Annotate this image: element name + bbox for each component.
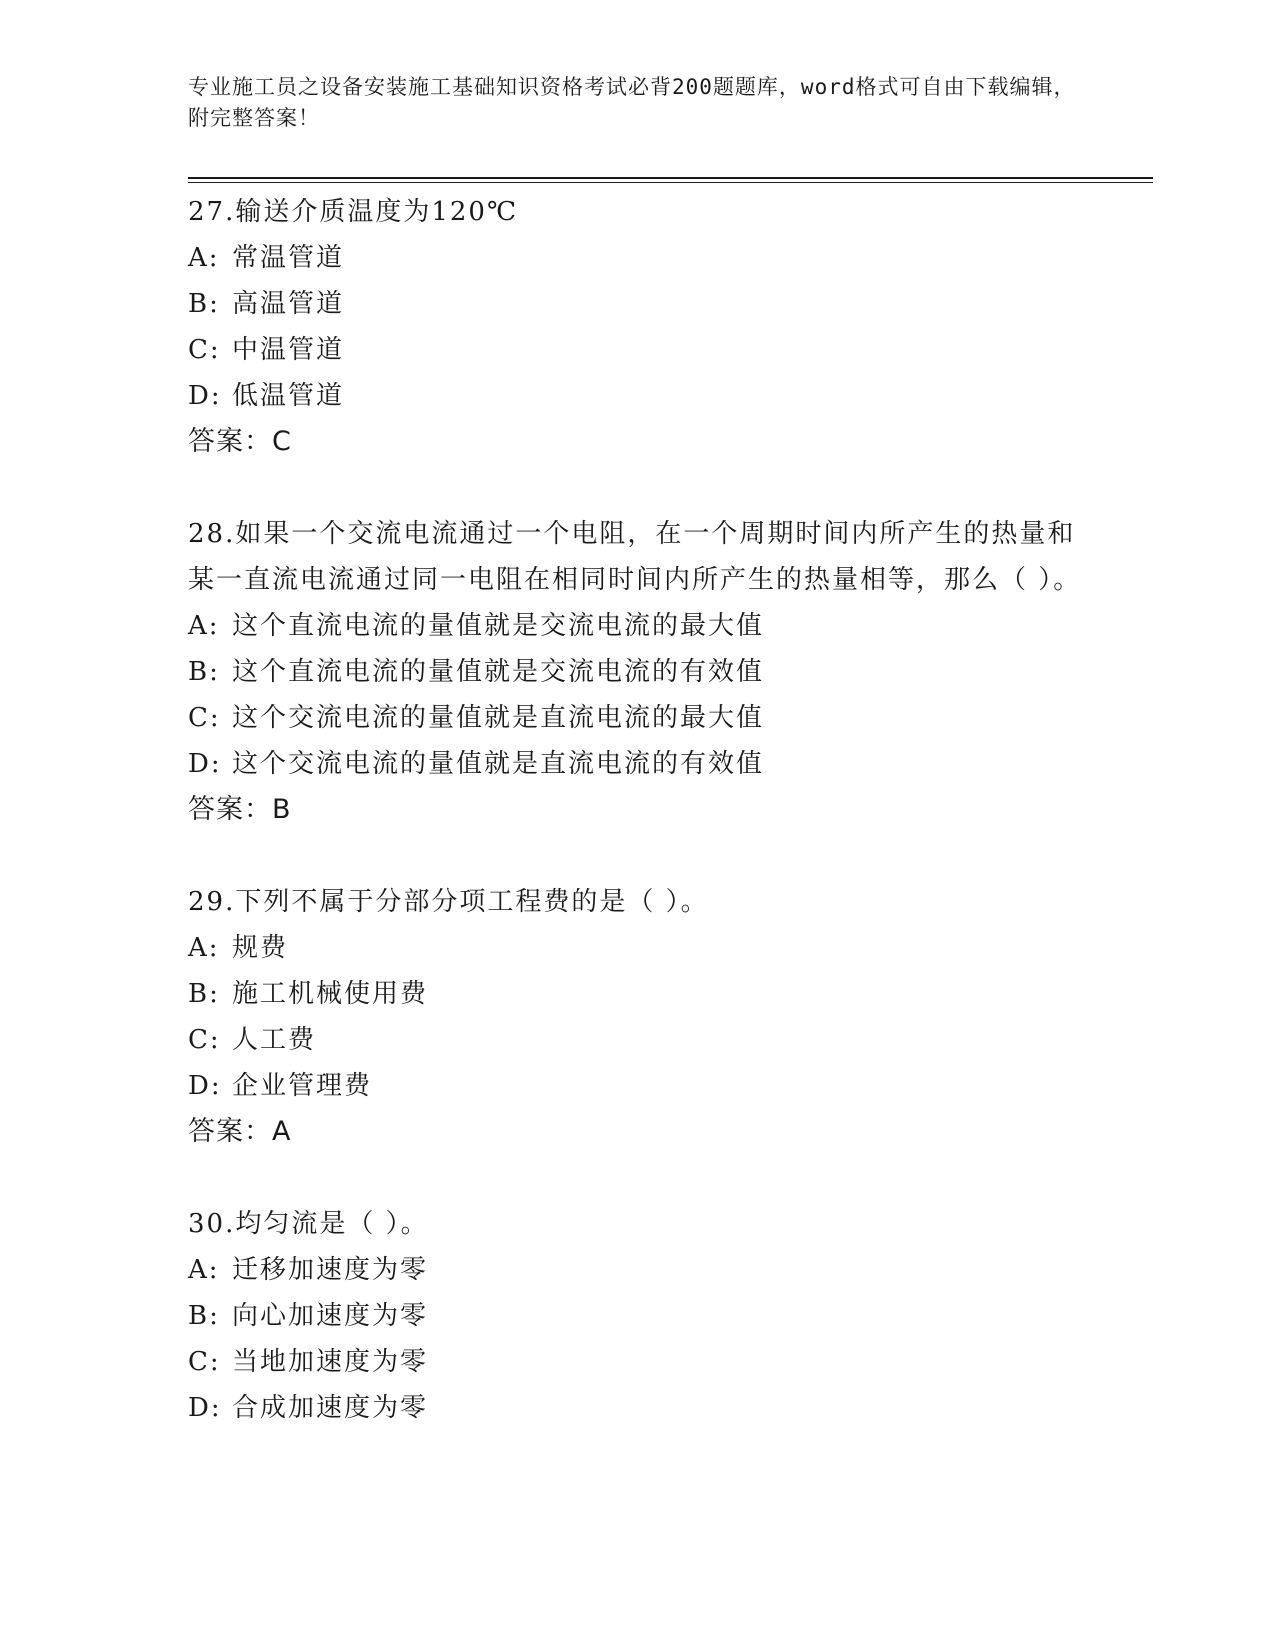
option-c	[188, 695, 1088, 741]
option-text: 施工机械使用费	[232, 979, 429, 1009]
answer-line: 答案：C	[188, 426, 292, 457]
header-rule-thick	[188, 177, 1153, 179]
option-c	[188, 1017, 1088, 1063]
option-text: 这个交流电流的量值就是直流电流的最大值	[232, 703, 765, 733]
option-letter: B:	[188, 289, 220, 319]
option-d	[188, 741, 1088, 787]
question-28	[188, 511, 1088, 833]
option-letter: A:	[188, 611, 220, 641]
question-list	[188, 189, 1088, 1477]
option-letter: A:	[188, 933, 220, 963]
option-text: 企业管理费	[232, 1071, 373, 1101]
option-a	[188, 603, 1088, 649]
option-text: 高温管道	[232, 289, 345, 319]
question-stem: 29.下列不属于分部分项工程费的是（ ）。	[188, 887, 709, 917]
question-stem: 28.如果一个交流电流通过一个电阻，在一个周期时间内所产生的热量和某一直流电流通过同一电阻在相同时间内所产生的热量相等，那么（ ）。	[188, 519, 1082, 595]
question-29	[188, 879, 1088, 1155]
option-letter: C:	[188, 335, 221, 365]
option-text: 中温管道	[232, 335, 345, 365]
option-letter: D:	[188, 381, 222, 411]
option-c	[188, 327, 1088, 373]
option-b	[188, 281, 1088, 327]
answer-line: 答案：B	[188, 794, 292, 825]
option-a	[188, 1247, 1088, 1293]
option-a	[188, 925, 1088, 971]
option-letter: D:	[188, 1071, 222, 1101]
option-d	[188, 1063, 1088, 1109]
option-letter: C:	[188, 1025, 221, 1055]
option-letter: C:	[188, 703, 221, 733]
option-text: 当地加速度为零	[232, 1347, 429, 1377]
question-27	[188, 189, 1088, 465]
header-title: 专业施工员之设备安装施工基础知识资格考试必背200题题库，word格式可自由下载编辑，附完整答案！	[188, 75, 1076, 130]
option-text: 这个直流电流的量值就是交流电流的有效值	[232, 657, 765, 687]
option-text: 常温管道	[232, 243, 345, 273]
option-text: 这个直流电流的量值就是交流电流的最大值	[232, 611, 765, 641]
option-text: 低温管道	[232, 381, 345, 411]
option-text: 规费	[232, 933, 289, 963]
option-b	[188, 971, 1088, 1017]
question-stem: 30.均匀流是（ ）。	[188, 1209, 429, 1239]
header-rule-thin	[188, 182, 1153, 183]
option-letter: C:	[188, 1347, 221, 1377]
option-letter: D:	[188, 749, 222, 779]
question-30	[188, 1201, 1088, 1431]
option-text: 合成加速度为零	[232, 1393, 429, 1423]
option-letter: A:	[188, 1255, 220, 1285]
option-letter: B:	[188, 657, 220, 687]
answer-line: 答案：A	[188, 1116, 292, 1147]
option-text: 迁移加速度为零	[232, 1255, 429, 1285]
option-b	[188, 649, 1088, 695]
option-letter: B:	[188, 979, 220, 1009]
document-header	[188, 72, 1088, 134]
option-a	[188, 235, 1088, 281]
option-c	[188, 1339, 1088, 1385]
option-letter: A:	[188, 243, 220, 273]
option-b	[188, 1293, 1088, 1339]
option-d	[188, 373, 1088, 419]
option-letter: D:	[188, 1393, 222, 1423]
option-d	[188, 1385, 1088, 1431]
option-text: 这个交流电流的量值就是直流电流的有效值	[232, 749, 765, 779]
option-text: 人工费	[232, 1025, 317, 1055]
option-text: 向心加速度为零	[232, 1301, 429, 1331]
question-stem: 27.输送介质温度为120℃	[188, 197, 519, 227]
option-letter: B:	[188, 1301, 220, 1331]
